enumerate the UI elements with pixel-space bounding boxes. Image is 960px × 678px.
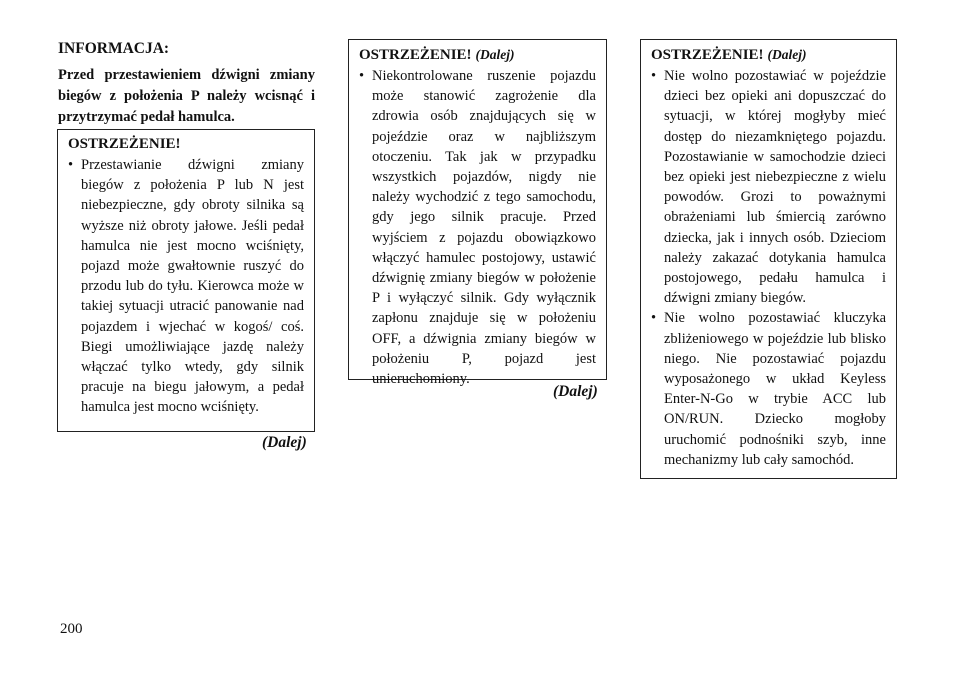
- warning-box-3: [640, 39, 897, 479]
- bullet-icon: •: [651, 68, 657, 84]
- warning-item-text: Niekontrolowane ruszenie pojazdu może stanowić zagrożenie dla zdrowia osób znajdujących się w pojeździe oraz w najbliższym otoczeniu. Tak jak w przypadku wszystkich pojazdów, nigdy nie należy wychodzić z tego samochodu, gdy jego silnik pracuje. Przed wyjściem z pojazdu obowiązkowo włączyć hamulec postojowy, ustawić dźwignię zmiany biegów w położenie P i wyłączyć silnik. Gdy wyłącznik zapłonu znajduje się w położeniu OFF, a dźwignia zmiany biegów w położeniu P, pojazd jest unieruchomiony.: [372, 68, 596, 388]
- warning-item: [68, 155, 304, 418]
- warning-item: [651, 308, 886, 470]
- warning-box-1: [57, 129, 315, 432]
- warning-item-text: Nie wolno pozostawiać w pojeździe dzieci bez opieki ani dopuszczać do sytuacji, w której mogłyby mieć dostęp do niezamkniętego pojazdu. Pozostawianie w samochodzie dzieci bez opieki jest niebezpieczne z wielu powodów. Grozi to poważnymi obrażeniami lub śmiercią zarówno dziecka, jak i innych osób. Dzieciom należy zakazać dotykania hamulca postojowego, pedału hamulca i dźwigni zmiany biegów.: [664, 68, 886, 307]
- bullet-icon: •: [68, 157, 74, 173]
- bullet-icon: •: [651, 310, 657, 327]
- warning-item-text: Przestawianie dźwigni zmiany biegów z położenia P lub N jest niebezpieczne, gdy obroty silnika są wyższe niż obroty jałowe. Jeśli pedał hamulca nie jest mocno wciśnięty, pojazd może gwałtownie ruszyć do przodu lub do tyłu. Kierowca może w takiej sytuacji utracić panowanie nad pojazdem i wjechać w kogoś/ coś. Biegi umożliwiające jazdę należy włączać tylko wtedy, gdy silnik pracuje na biegu jałowym, a pedał hamulca jest mocno wciśnięty.: [81, 157, 304, 416]
- info-intro: Przed przestawieniem dźwigni zmiany biegów z położenia P należy wcisnąć i przytrzymać pedał hamulca.: [58, 67, 315, 125]
- warning-title: OSTRZEŻENIE!: [68, 136, 181, 152]
- continued-label: (Dalej): [553, 383, 598, 400]
- warning-item-text: Nie wolno pozostawiać kluczyka zbliżeniowego w pojeździe lub blisko niego. Nie pozostawiać pojazdu wyposażonego w układ Keyless Enter-N-Go w trybie ACC lub ON/RUN. Dziecko mogłoby uruchomić podnośniki szyb, inne mechanizmy lub cały samochód.: [664, 310, 886, 468]
- continued-label: (Dalej): [262, 434, 307, 451]
- bullet-icon: •: [359, 68, 365, 84]
- warning-title: OSTRZEŻENIE! (Dalej): [359, 47, 515, 63]
- warning-title: OSTRZEŻENIE! (Dalej): [651, 47, 807, 63]
- warning-item: [359, 66, 596, 389]
- info-heading: INFORMACJA:: [58, 40, 170, 57]
- column-1: [58, 38, 315, 128]
- warning-item: [651, 66, 886, 308]
- warning-box-2: [348, 39, 607, 388]
- page-number: 200: [60, 621, 83, 637]
